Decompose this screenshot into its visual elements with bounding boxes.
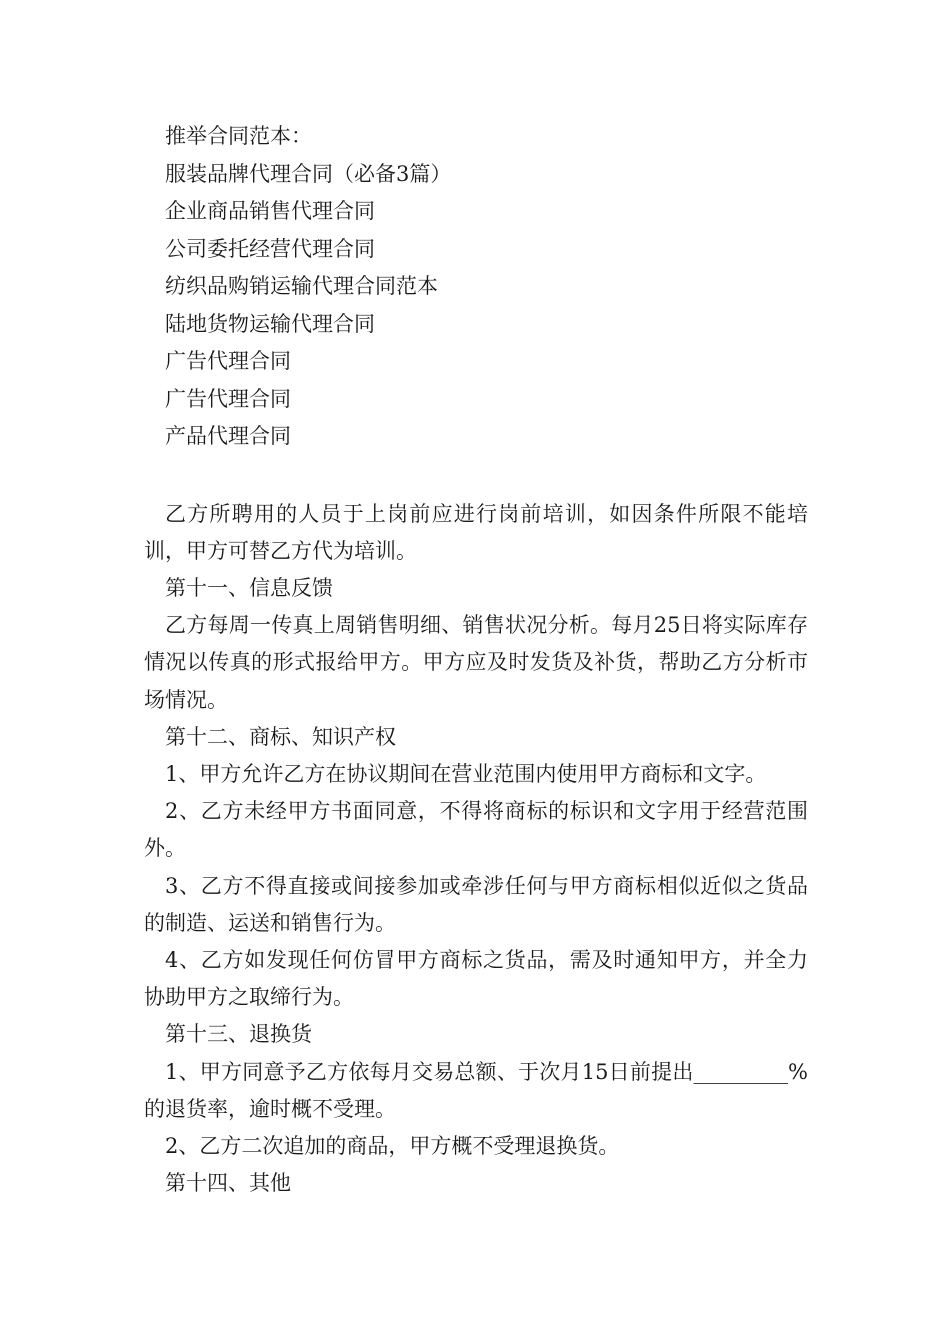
paragraph-trademark-4: 4、乙方如发现任何仿冒甲方商标之货品，需及时通知甲方，并全力协助甲方之取缔行为。	[144, 947, 808, 1010]
recommended-link[interactable]: 公司委托经营代理合同	[165, 236, 375, 261]
paragraph-feedback: 乙方每周一传真上周销售明细、销售状况分析。每月25日将实际库存情况以传真的形式报给甲方。甲方应及时发货及补货，帮助乙方分析市场情况。	[144, 613, 808, 712]
recommended-link[interactable]: 纺织品购销运输代理合同范本	[165, 274, 438, 298]
recommended-link[interactable]: 广告代理合同	[165, 349, 291, 373]
section-heading-12: 第十二、商标、知识产权	[165, 724, 396, 749]
paragraph-trademark-2: 2、乙方未经甲方书面同意，不得将商标的标识和文字用于经营范围外。	[144, 799, 808, 861]
recommended-heading: 推举合同范本：	[165, 124, 312, 148]
paragraph-trademark-1: 1、甲方允许乙方在协议期间在营业范围内使用甲方商标和文字。	[165, 761, 767, 786]
paragraph-return-2: 2、乙方二次追加的商品，甲方概不受理退换货。	[165, 1133, 620, 1158]
document-content	[144, 118, 808, 1202]
section-heading-14: 第十四、其他	[165, 1171, 291, 1196]
paragraph-trademark-3: 3、乙方不得直接或间接参加或牵涉任何与甲方商标相似近似之货品的制造、运送和销售行为。	[144, 873, 808, 935]
paragraph-training: 乙方所聘用的人员于上岗前应进行岗前培训，如因条件所限不能培训，甲方可替乙方代为培训。	[144, 501, 808, 563]
section-heading-11: 第十一、信息反馈	[165, 575, 333, 600]
recommended-link[interactable]: 陆地货物运输代理合同	[165, 311, 375, 336]
recommended-templates-list	[144, 118, 808, 456]
recommended-link[interactable]: 产品代理合同	[165, 424, 291, 448]
section-heading-13: 第十三、退换货	[165, 1022, 312, 1047]
recommended-link[interactable]: 服装品牌代理合同（必备3篇）	[165, 161, 452, 186]
contract-body	[144, 496, 808, 1203]
recommended-link[interactable]: 企业商品销售代理合同	[165, 199, 375, 223]
recommended-link[interactable]: 广告代理合同	[165, 386, 291, 411]
paragraph-return-1: 1、甲方同意予乙方依每月交易总额、于次月15日前提出_________%的退货率，逾时概不受理。	[144, 1059, 808, 1121]
